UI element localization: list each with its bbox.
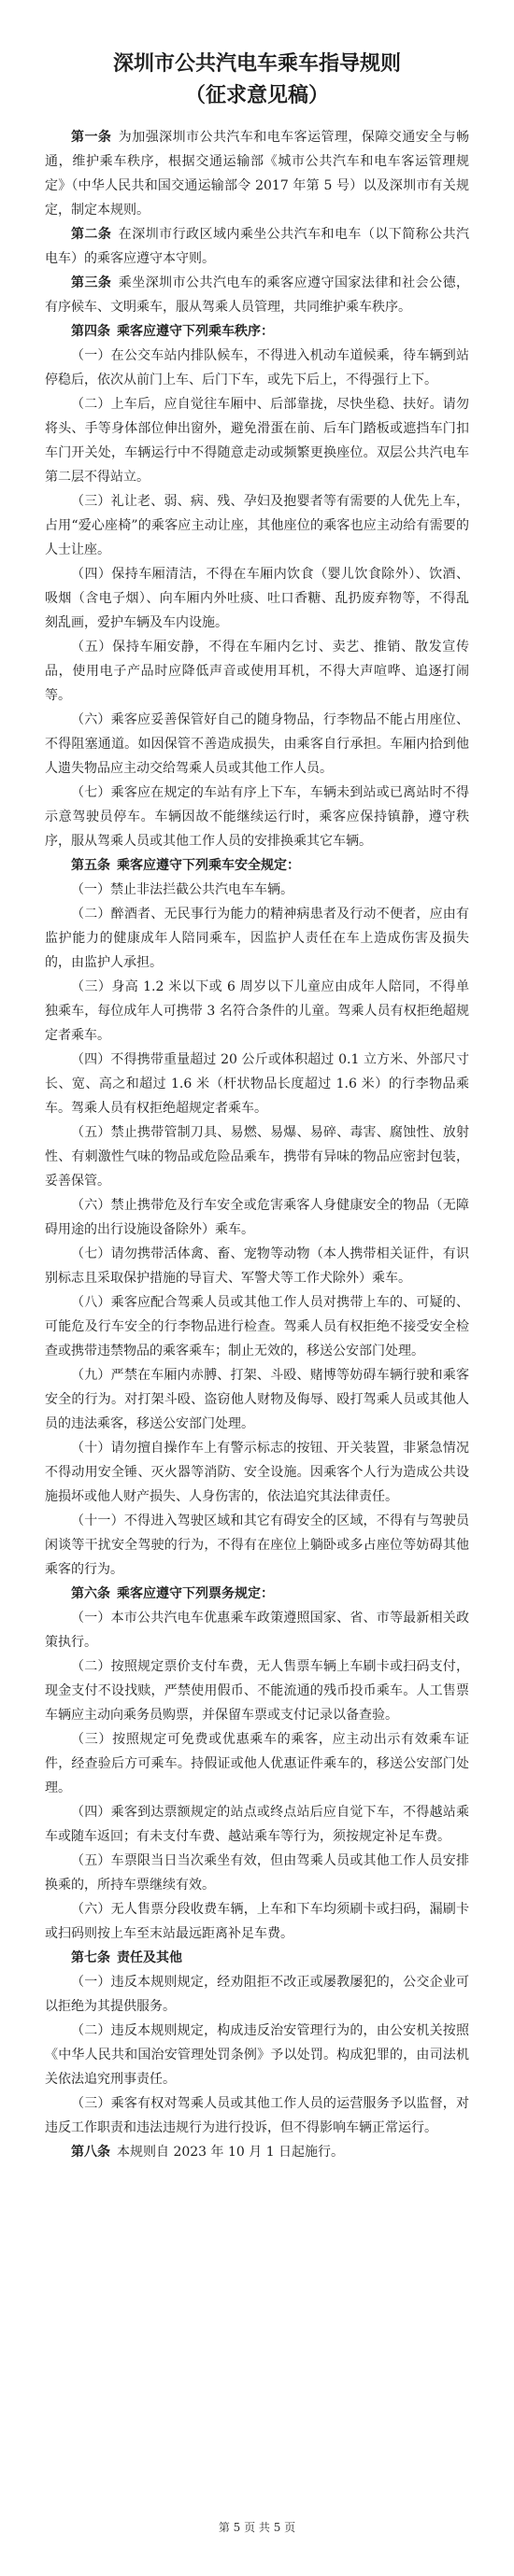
clause-paragraph bbox=[45, 1849, 469, 1897]
paragraph-text: （三）身高 1.2 米以下或 6 周岁以下儿童应由成年人陪同，不得单独乘车，每位成年人可携带 3 名符合条件的儿童。驾乘人员有权拒绝超规定者乘车。 bbox=[45, 979, 469, 1043]
paragraph-text: （七）请勿携带活体禽、畜、宠物等动物（本人携带相关证件，有识别标志且采取保护措施的导盲犬、军警犬等工作犬除外）乘车。 bbox=[45, 1246, 469, 1286]
page-number: 第 5 页 共 5 页 bbox=[218, 2521, 296, 2534]
paragraph-text: （二）按照规定票价支付车费，无人售票车辆上车刷卡或扫码支付，现金支付不设找赎，严禁使用假币、不能流通的残币投币乘车。人工售票车辆应主动向乘务员购票，并保留车票或支付记录以备查验。 bbox=[45, 1659, 469, 1723]
paragraph-text: （二）醉酒者、无民事行为能力的精神病患者及行动不便者，应由有监护能力的健康成年人陪同乘车，因监护人责任在车上造成伤害及损失的，由监护人承担。 bbox=[45, 907, 469, 970]
paragraph-text: 乘客应遵守下列乘车安全规定： bbox=[117, 858, 300, 873]
clause-paragraph bbox=[45, 344, 469, 392]
article-label: 第五条 bbox=[71, 858, 110, 873]
article-label: 第三条 bbox=[71, 275, 112, 290]
clause-paragraph bbox=[45, 878, 469, 902]
article-label: 第七条 bbox=[71, 1950, 110, 1965]
paragraph-text: 责任及其他 bbox=[117, 1950, 182, 1965]
article-paragraph bbox=[45, 271, 469, 319]
paragraph-text: （十）请勿擅自操作车上有警示标志的按钮、开关装置，非紧急情况不得动用安全锤、灭火器等消防、安全设施。因乘客个人行为造成公共设施损坏或他人财产损失、人身伤害的，依法追究其法律责任。 bbox=[45, 1441, 469, 1504]
article-paragraph bbox=[45, 1946, 469, 1970]
paragraph-text: （三）礼让老、弱、病、残、孕妇及抱婴者等有需要的人优先上车，占用“爱心座椅”的乘客应主动让座，其他座位的乘客也应主动给有需要的人士让座。 bbox=[45, 494, 469, 557]
paragraph-text: （九）严禁在车厢内赤膊、打架、斗殴、赌博等妨碍车辆行驶和乘客安全的行为。对打架斗殴、盗窃他人财物及侮辱、殴打驾乘人员或其他人员的违法乘客，移送公安部门处理。 bbox=[45, 1368, 469, 1431]
document-title: 深圳市公共汽电车乘车指导规则 bbox=[112, 52, 401, 76]
clause-paragraph bbox=[45, 1970, 469, 2019]
paragraph-text: （一）在公交车站内排队候车，不得进入机动车道候乘，待车辆到站停稳后，依次从前门上车、后门下车，或先下后上，不得强行上下。 bbox=[45, 348, 469, 387]
paragraph-text: （一）禁止非法拦截公共汽电车车辆。 bbox=[71, 882, 293, 897]
paragraph-text: （五）保持车厢安静，不得在车厢内乞讨、卖艺、推销、散发宣传品，使用电子产品时应降低声音或使用耳机，不得大声喧哗、追逐打闹等。 bbox=[45, 640, 469, 703]
article-label: 第四条 bbox=[71, 324, 110, 339]
paragraph-text: （二）上车后，应自觉往车厢中、后部靠拢，尽快坐稳、扶好。请勿将头、手等身体部位伸出窗外，避免滑蛋在前、后车门踏板或遮挡车门扣车门开关处，车辆运行中不得随意走动或频繁更换座位。双层公共汽电车第二层不得站立。 bbox=[45, 397, 469, 485]
paragraph-text: （一）本市公共汽电车优惠乘车政策遵照国家、省、市等最新相关政策执行。 bbox=[45, 1611, 469, 1650]
article-label: 第一条 bbox=[71, 130, 112, 145]
document-body bbox=[45, 125, 469, 2164]
paragraph-text: （六）无人售票分段收费车辆，上车和下车均须刷卡或扫码，漏刷卡或扫码则按上车至末站最远距离补足车费。 bbox=[45, 1902, 469, 1941]
paragraph-text: （二）违反本规则规定，构成违反治安管理行为的，由公安机关按照《中华人民共和国治安管理处罚条例》予以处罚。构成犯罪的，由司法机关依法追究刑事责任。 bbox=[45, 2023, 469, 2087]
clause-paragraph bbox=[45, 2091, 469, 2140]
clause-paragraph bbox=[45, 489, 469, 562]
clause-paragraph bbox=[45, 635, 469, 708]
clause-paragraph bbox=[45, 708, 469, 781]
clause-paragraph bbox=[45, 1193, 469, 1242]
paragraph-text: （六）乘客应妥善保管好自己的随身物品，行李物品不能占用座位、不得阻塞通道。如因保管不善造成损失，由乘客自行承担。车厢内拾到他人遗失物品应主动交给驾乘人员或其他工作人员。 bbox=[45, 712, 469, 776]
paragraph-text: （一）违反本规则规定，经劝阻拒不改正或屡教屡犯的，公交企业可以拒绝为其提供服务。 bbox=[45, 1975, 469, 2014]
clause-paragraph bbox=[45, 1509, 469, 1582]
document-subtitle: （征求意见稿） bbox=[184, 84, 329, 107]
clause-paragraph bbox=[45, 1606, 469, 1654]
paragraph-text: 乘客应遵守下列票务规定： bbox=[117, 1586, 274, 1601]
paragraph-text: （四）乘客到达票额规定的站点或终点站后应自觉下车，不得越站乘车或随车返回；有未支付车费、越站乘车等行为，须按规定补足车费。 bbox=[45, 1805, 469, 1844]
clause-paragraph bbox=[45, 975, 469, 1048]
clause-paragraph bbox=[45, 781, 469, 853]
paragraph-text: 乘坐深圳市公共汽电车的乘客应遵守国家法律和社会公德，有序候车、文明乘车，服从驾乘人员管理，共同维护乘车秩序。 bbox=[45, 275, 470, 315]
clause-paragraph bbox=[45, 1727, 469, 1800]
article-paragraph bbox=[45, 2140, 469, 2164]
paragraph-text: 乘客应遵守下列乘车秩序： bbox=[117, 324, 274, 339]
paragraph-text: （十一）不得进入驾驶区域和其它有碍安全的区域，不得有与驾驶员闲谈等干扰安全驾驶的行为，不得有在座位上躺卧或多占座位等妨碍其他乘客的行为。 bbox=[45, 1513, 469, 1577]
paragraph-text: （五）禁止携带管制刀具、易燃、易爆、易碎、毒害、腐蚀性、放射性、有刺激性气味的物品或危险品乘车，携带有异味的物品应密封包装，妥善保管。 bbox=[45, 1125, 469, 1189]
paragraph-text: （五）车票限当日当次乘坐有效，但由驾乘人员或其他工作人员安排换乘的，所持车票继续有效。 bbox=[45, 1853, 469, 1893]
paragraph-text: （三）乘客有权对驾乘人员或其他工作人员的运营服务予以监督，对违反工作职责和违法违规行为进行投诉，但不得影响车辆正常运行。 bbox=[45, 2096, 469, 2135]
article-label: 第六条 bbox=[71, 1586, 110, 1601]
article-paragraph bbox=[45, 1582, 469, 1606]
paragraph-text: （三）按照规定可免费或优惠乘车的乘客，应主动出示有效乘车证件，经查验后方可乘车。持假证或他人优惠证件乘车的，移送公安部门处理。 bbox=[45, 1732, 469, 1795]
article-label: 第八条 bbox=[71, 2145, 110, 2160]
clause-paragraph bbox=[45, 562, 469, 635]
paragraph-text: （四）保持车厢清洁，不得在车厢内饮食（婴儿饮食除外）、饮酒、吸烟（含电子烟）、向车厢内外吐痰、吐口香糖、乱扔废弃物等，不得乱刻乱画，爱护车辆及车内设施。 bbox=[45, 567, 469, 630]
clause-paragraph bbox=[45, 392, 469, 489]
clause-paragraph bbox=[45, 1242, 469, 1290]
clause-paragraph bbox=[45, 1654, 469, 1727]
clause-paragraph bbox=[45, 902, 469, 975]
paragraph-text: 在深圳市行政区域内乘坐公共汽车和电车（以下简称公共汽电车）的乘客应遵守本守则。 bbox=[45, 227, 470, 266]
paragraph-text: 本规则自 2023 年 10 月 1 日起施行。 bbox=[117, 2145, 345, 2160]
clause-paragraph bbox=[45, 1436, 469, 1509]
clause-paragraph bbox=[45, 1363, 469, 1436]
clause-paragraph bbox=[45, 1800, 469, 1849]
article-paragraph bbox=[45, 853, 469, 878]
clause-paragraph bbox=[45, 1290, 469, 1363]
clause-paragraph bbox=[45, 1120, 469, 1193]
paragraph-text: （七）乘客应在规定的车站有序上下车，车辆未到站或已离站时不得示意驾驶员停车。车辆因故不能继续运行时，乘客应保持镇静，遵守秩序，服从驾乘人员或其他工作人员的安排换乘其它车辆。 bbox=[45, 785, 469, 849]
paragraph-text: （八）乘客应配合驾乘人员或其他工作人员对携带上车的、可疑的、可能危及行车安全的行李物品进行检查。驾乘人员有权拒绝不接受安全检查或携带违禁物品的乘客乘车；制止无效的，移送公安部门处理。 bbox=[45, 1295, 469, 1358]
paragraph-text: 为加强深圳市公共汽车和电车客运管理，保障交通安全与畅通，维护乘车秩序，根据交通运输部《城市公共汽车和电车客运管理规定》（中华人民共和国交通运输部令 2017 年第 5 号）以及深圳市有关规定，制定本规则。 bbox=[45, 130, 470, 218]
paragraph-text: （六）禁止携带危及行车安全或危害乘客人身健康安全的物品（无障碍用途的出行设施设备除外）乘车。 bbox=[45, 1198, 469, 1237]
article-paragraph bbox=[45, 222, 469, 271]
article-paragraph bbox=[45, 125, 469, 222]
clause-paragraph bbox=[45, 1048, 469, 1120]
clause-paragraph bbox=[45, 1897, 469, 1946]
article-paragraph bbox=[45, 319, 469, 344]
paragraph-text: （四）不得携带重量超过 20 公斤或体积超过 0.1 立方米、外部尺寸长、宽、高之和超过 1.6 米（杆状物品长度超过 1.6 米）的行李物品乘车。驾乘人员有权拒绝超规定者乘车。 bbox=[45, 1052, 469, 1116]
article-label: 第二条 bbox=[71, 227, 112, 242]
clause-paragraph bbox=[45, 2019, 469, 2091]
